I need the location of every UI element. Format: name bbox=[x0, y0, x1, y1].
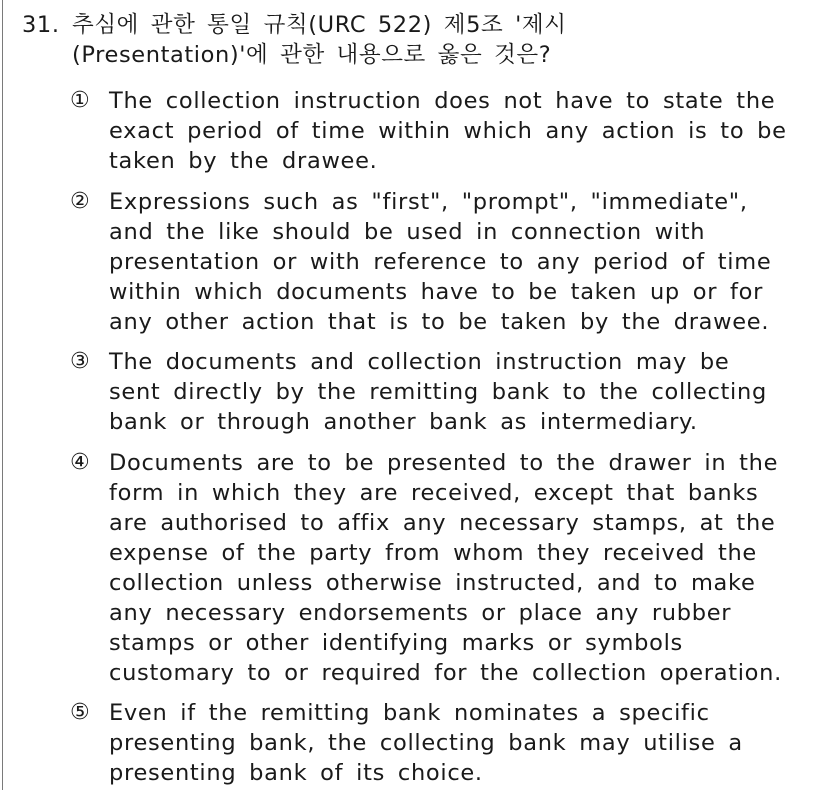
option-marker-3: ③ bbox=[70, 349, 91, 374]
option-3 bbox=[70, 347, 810, 437]
option-line: Documents are to be presented to the drawer in the bbox=[109, 449, 779, 476]
option-line: expense of the party from whom they received the bbox=[109, 539, 757, 566]
option-text-5 bbox=[109, 698, 810, 788]
option-line: stamps or other identifying marks or symbols bbox=[109, 629, 683, 656]
option-marker-5: ⑤ bbox=[70, 700, 91, 725]
question-text-line-1: 추심에 관한 통일 규칙(URC 522) 제5조 '제시 bbox=[72, 12, 567, 38]
option-text-2 bbox=[109, 187, 810, 337]
option-5 bbox=[70, 698, 810, 788]
question-line-1 bbox=[22, 10, 802, 40]
option-line: bank or through another bank as intermediary. bbox=[109, 409, 698, 435]
option-marker-1: ① bbox=[70, 88, 91, 113]
option-text-1 bbox=[109, 86, 810, 176]
option-line: customary to or required for the collection operation. bbox=[109, 659, 782, 686]
question-stem bbox=[22, 10, 802, 70]
option-line: collection unless otherwise instructed, and to make bbox=[109, 569, 756, 596]
option-line: sent directly by the remitting bank to the collecting bbox=[109, 379, 767, 405]
option-4 bbox=[70, 448, 810, 688]
option-line: The collection instruction does not have to state the bbox=[109, 88, 776, 114]
left-margin-rule bbox=[2, 0, 3, 790]
option-2 bbox=[70, 187, 810, 337]
option-line: The documents and collection instruction may be bbox=[109, 349, 730, 375]
option-line: taken by the drawee. bbox=[109, 148, 378, 174]
option-text-3 bbox=[109, 347, 810, 437]
option-text-4 bbox=[109, 448, 810, 688]
option-line: Even if the remitting bank nominates a specific bbox=[109, 700, 710, 726]
option-1 bbox=[70, 86, 810, 176]
option-line: are authorised to affix any necessary stamps, at the bbox=[109, 509, 776, 536]
option-line: presenting bank, the collecting bank may utilise a bbox=[109, 730, 743, 756]
option-line: Expressions such as "first", "prompt", "immediate", bbox=[109, 188, 748, 215]
option-line: any other action that is to be taken by the drawee. bbox=[109, 308, 770, 335]
option-marker-2: ② bbox=[70, 188, 91, 214]
option-line: exact period of time within which any action is to be bbox=[109, 118, 787, 144]
question-text-line-2: (Presentation)'에 관한 내용으로 옳은 것은? bbox=[72, 42, 552, 68]
answer-options bbox=[70, 86, 810, 799]
option-line: any necessary endorsements or place any rubber bbox=[109, 599, 732, 626]
option-line: form in which they are received, except that banks bbox=[109, 479, 759, 506]
question-number: 31. bbox=[22, 12, 60, 38]
option-line: and the like should be used in connection with bbox=[109, 218, 706, 245]
option-line: presenting bank of its choice. bbox=[109, 760, 483, 786]
option-line: within which documents have to be taken up or for bbox=[109, 278, 764, 305]
option-marker-4: ④ bbox=[70, 449, 91, 475]
option-line: presentation or with reference to any period of time bbox=[109, 248, 772, 275]
